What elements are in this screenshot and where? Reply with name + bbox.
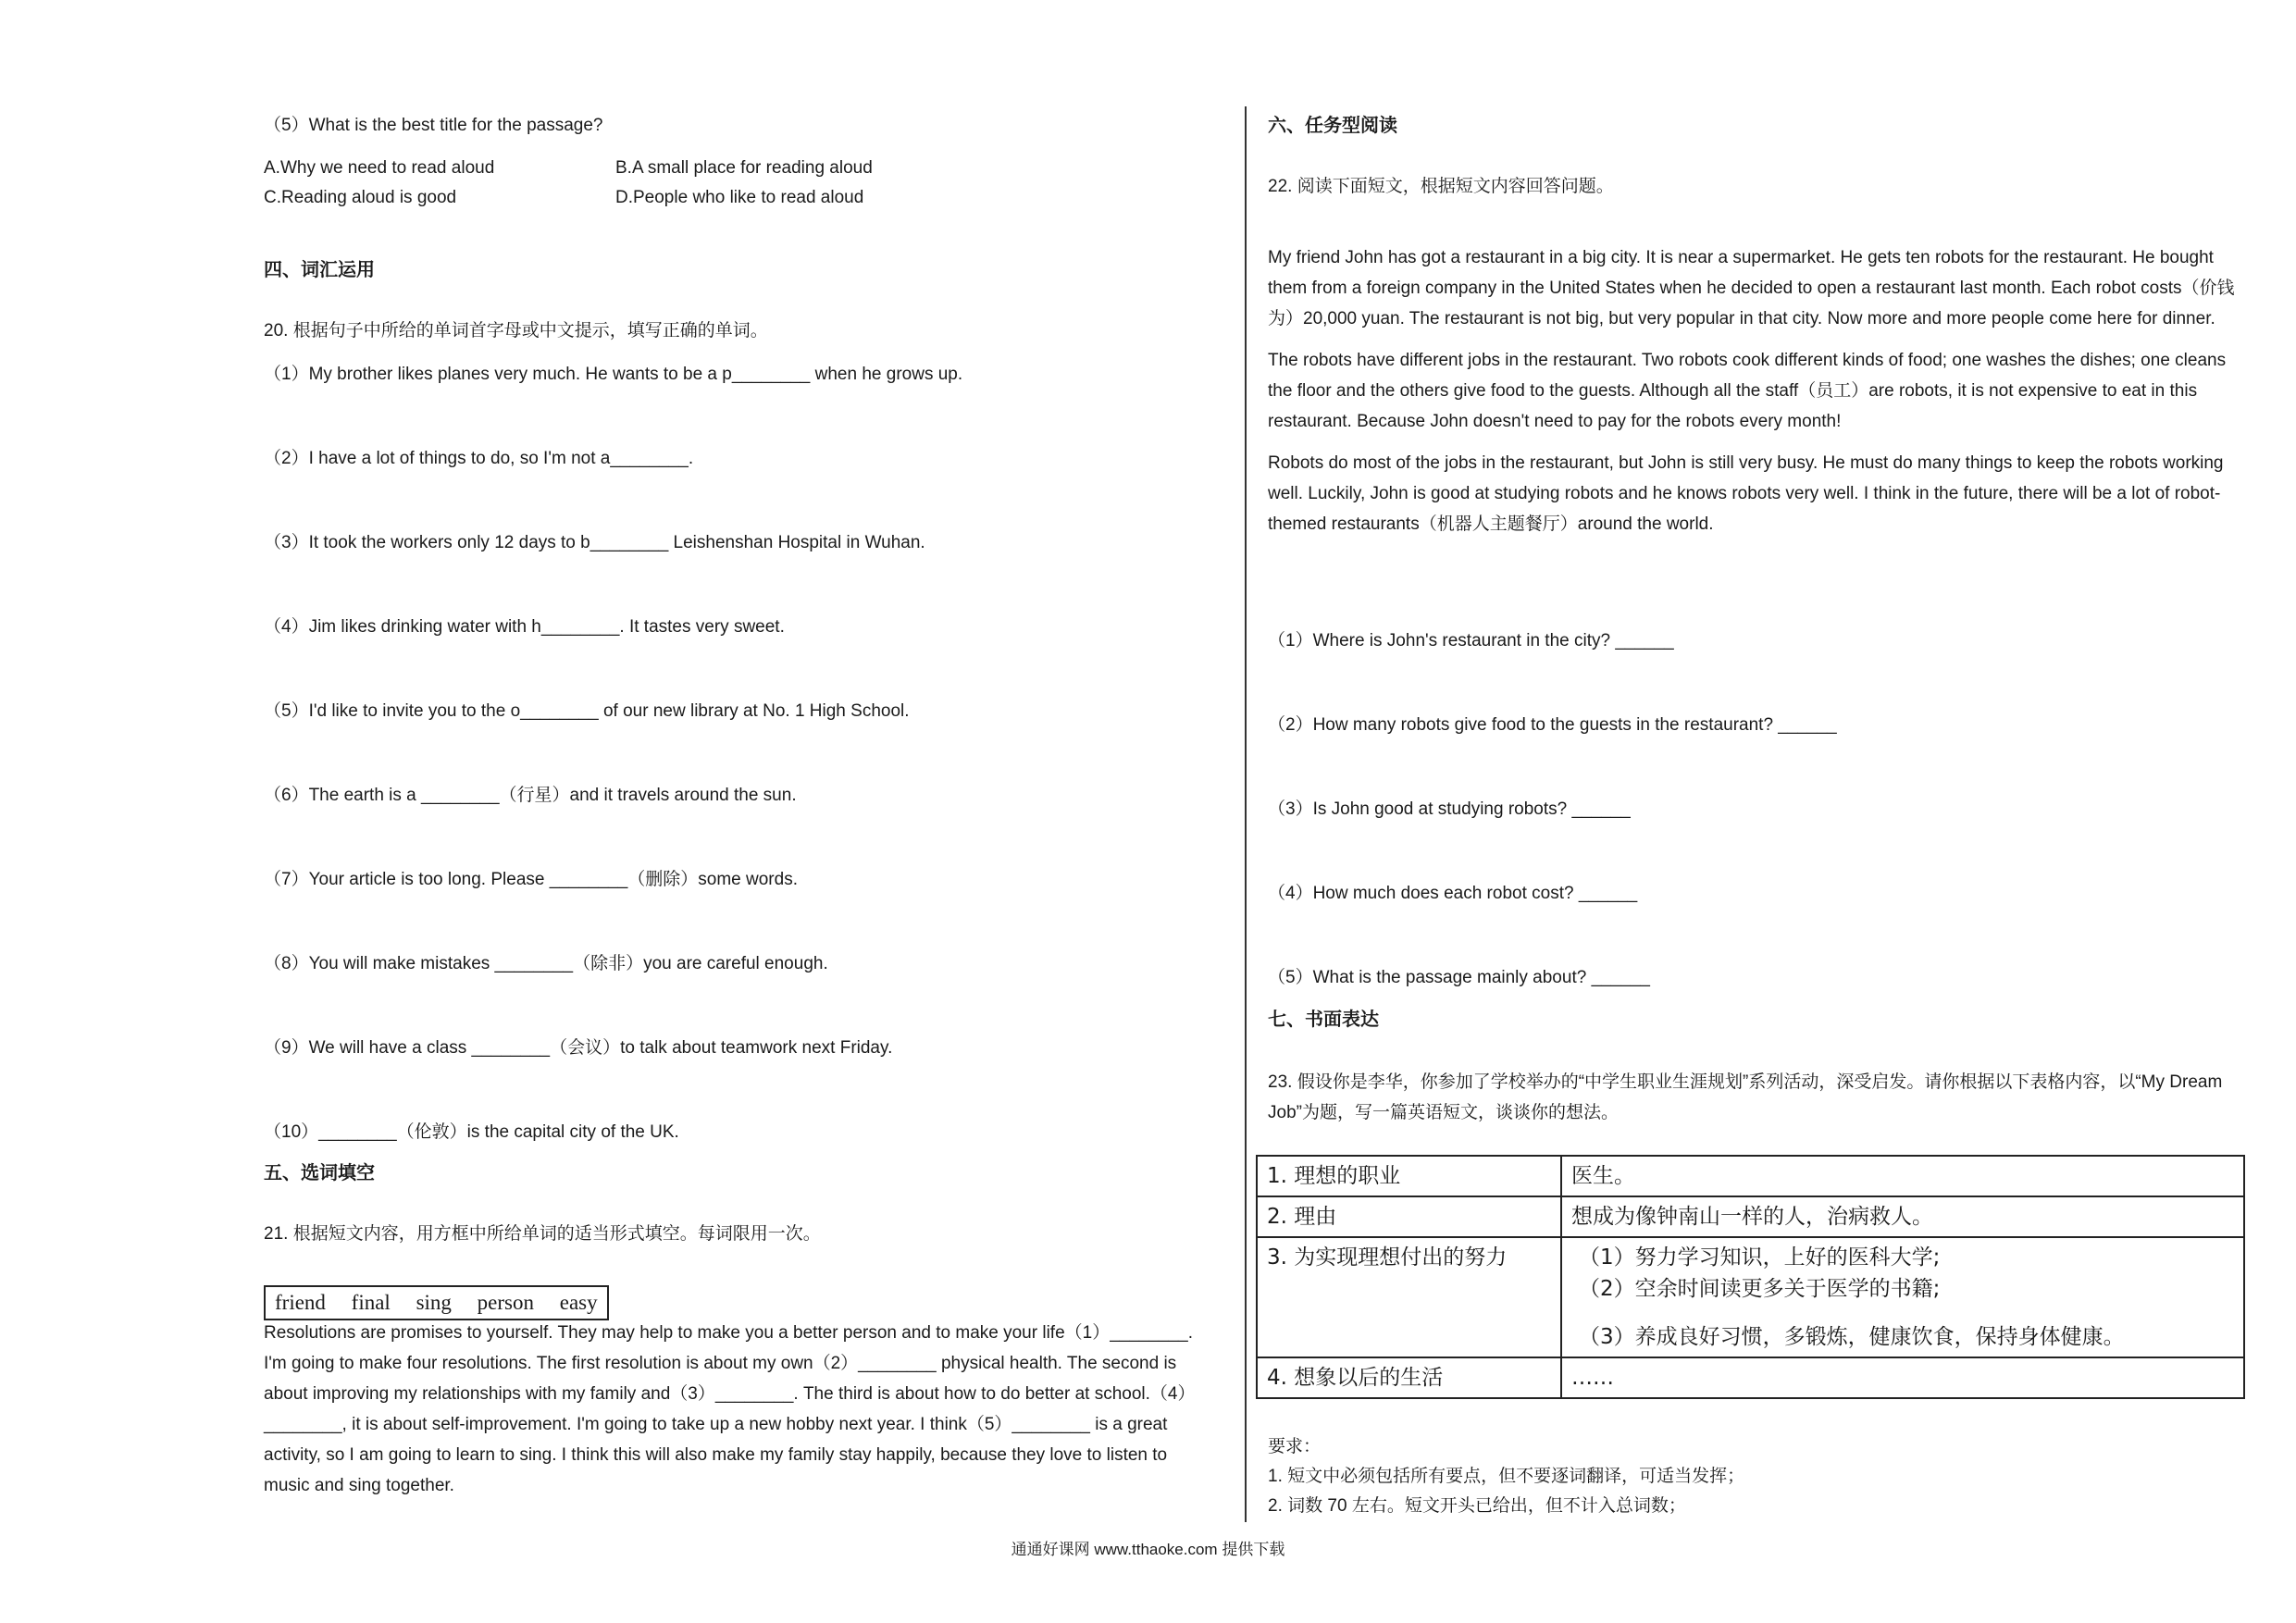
table-value: （2）空余时间读更多关于医学的书籍; xyxy=(1579,1277,1941,1301)
table-row xyxy=(1257,1237,2244,1357)
table-value: （3）养成良好习惯，多锻炼，健康饮食，保持身体健康。 xyxy=(1579,1325,2125,1349)
table-key: 4. 想象以后的生活 xyxy=(1257,1357,1561,1398)
vocab-item-7: （7）Your article is too long. Please ________（删除）some words. xyxy=(264,870,798,889)
vocab-item-8: （8）You will make mistakes ________（除非）you are careful enough. xyxy=(264,954,828,973)
word-box-word: person xyxy=(477,1291,534,1314)
vocab-item-4: （4）Jim likes drinking water with h________. It tastes very sweet. xyxy=(264,617,785,637)
option-b: B.A small place for reading aloud xyxy=(615,158,873,178)
table-value: 想成为像钟南山一样的人，治病救人。 xyxy=(1561,1196,2244,1237)
word-box-word: final xyxy=(351,1291,391,1314)
requirement-2: 2. 词数 70 左右。短文开头已给出，但不计入总词数； xyxy=(1268,1496,1686,1516)
section5-heading: 五、选词填空 xyxy=(264,1163,375,1183)
page-footer: 通通好课网 www.tthaoke.com 提供下载 xyxy=(1011,1541,1285,1558)
section6-instruction: 22. 阅读下面短文，根据短文内容回答问题。 xyxy=(1268,177,1614,196)
passage-paragraph: The robots have different jobs in the restaurant. Two robots cook different kinds of food; one washes the dishes; one cleans the floor and the others give food to the guests. Although all the staff（员工）are robots, it is not expensive to eat in this restaurant. Because John doesn't need to pay for the robots every month! xyxy=(1268,351,2227,431)
reading-question-4: （4）How much does each robot cost? ______ xyxy=(1268,884,1638,903)
vocab-item-3: （3）It took the workers only 12 days to b________ Leishenshan Hospital in Wuhan. xyxy=(264,533,925,552)
column-divider xyxy=(1245,106,1247,1522)
table-key: 2. 理由 xyxy=(1257,1196,1561,1237)
reading-question-2: （2）How many robots give food to the guests in the restaurant? ______ xyxy=(1268,715,1837,735)
passage-paragraph: Robots do most of the jobs in the restaurant, but John is still very busy. He must do many things to keep the robots working well. Luckily, John is good at studying robots and he knows robots very well. I think in the future, there will be a lot of robot-themed restaurants（机器人主题餐厅）around the world. xyxy=(1268,453,2224,534)
table-row xyxy=(1257,1156,2244,1196)
plan-table xyxy=(1256,1155,2245,1399)
requirement-1: 1. 短文中必须包括所有要点，但不要逐词翻译，可适当发挥； xyxy=(1268,1467,1745,1486)
vocab-item-1: （1）My brother likes planes very much. He wants to be a p________ when he grows up. xyxy=(264,365,963,384)
vocab-item-10: （10）________（伦敦）is the capital city of the UK. xyxy=(264,1122,679,1142)
cloze-passage: Resolutions are promises to yourself. They may help to make you a better person and to make your life（1）________. I'm going to make four resolutions. The first resolution is about my own（2）________ physical health. The second is about improving my relationships with my family and（3）________. The third is about how to do better at school.（4）________, it is about self-improvement. I'm going to take up a new hobby next year. I think（5）________ is a great activity, so I am going to learn to sing. I think this will also make my family stay happily, because they love to listen to music and sing together. xyxy=(264,1323,1196,1495)
section7-instruction: 23. 假设你是李华，你参加了学校举办的“中学生职业生涯规划”系列活动，深受启发。请你根据以下表格内容，以“My Dream Job”为题，写一篇英语短文，谈谈你的想法。 xyxy=(1268,1072,2223,1122)
reading-question-3: （3）Is John good at studying robots? ______ xyxy=(1268,799,1631,819)
table-key: 1. 理想的职业 xyxy=(1257,1156,1561,1196)
passage-paragraph: My friend John has got a restaurant in a big city. It is near a supermarket. He gets ten robots for the restaurant. He bought them from a foreign company in the United States when he decided to open a restaurant last month. Each robot costs（价钱为）20,000 yuan. The restaurant is not big, but very popular in that city. Now more and more people come here for dinner. xyxy=(1268,248,2235,328)
vocab-item-5: （5）I'd like to invite you to the o________ of our new library at No. 1 High School. xyxy=(264,701,910,721)
word-box-word: sing xyxy=(416,1291,452,1314)
table-key: 3. 为实现理想付出的努力 xyxy=(1257,1237,1561,1357)
word-box-word: friend xyxy=(275,1291,326,1314)
reading-question-1: （1）Where is John's restaurant in the city? ______ xyxy=(1268,631,1674,650)
table-value: （1）努力学习知识，上好的医科大学; xyxy=(1579,1245,1941,1270)
word-box-word: easy xyxy=(559,1291,598,1314)
vocab-item-2: （2）I have a lot of things to do, so I'm not a________. xyxy=(264,449,694,468)
option-d: D.People who like to read aloud xyxy=(615,188,864,207)
table-row xyxy=(1257,1196,2244,1237)
table-value-list xyxy=(1561,1237,2244,1357)
section5-instruction: 21. 根据短文内容，用方框中所给单词的适当形式填空。每词限用一次。 xyxy=(264,1224,821,1244)
table-value: …… xyxy=(1561,1357,2244,1398)
section4-instruction: 20. 根据句子中所给的单词首字母或中文提示，填写正确的单词。 xyxy=(264,321,768,341)
section4-heading: 四、词汇运用 xyxy=(264,260,375,280)
option-a: A.Why we need to read aloud xyxy=(264,158,495,178)
word-box xyxy=(264,1285,609,1320)
table-value: 医生。 xyxy=(1561,1156,2244,1196)
section6-heading: 六、任务型阅读 xyxy=(1268,116,1397,136)
reading-question-5: （5）What is the passage mainly about? ______ xyxy=(1268,968,1650,987)
vocab-item-9: （9）We will have a class ________（会议）to talk about teamwork next Friday. xyxy=(264,1038,893,1058)
reading-passage xyxy=(1268,242,2249,551)
q19-5-question: （5）What is the best title for the passage? xyxy=(264,116,603,135)
section7-heading: 七、书面表达 xyxy=(1268,1010,1379,1030)
table-row xyxy=(1257,1357,2244,1398)
vocab-item-6: （6）The earth is a ________（行星）and it travels around the sun. xyxy=(264,786,797,805)
option-c: C.Reading aloud is good xyxy=(264,188,457,207)
requirements-label: 要求： xyxy=(1268,1437,1322,1456)
